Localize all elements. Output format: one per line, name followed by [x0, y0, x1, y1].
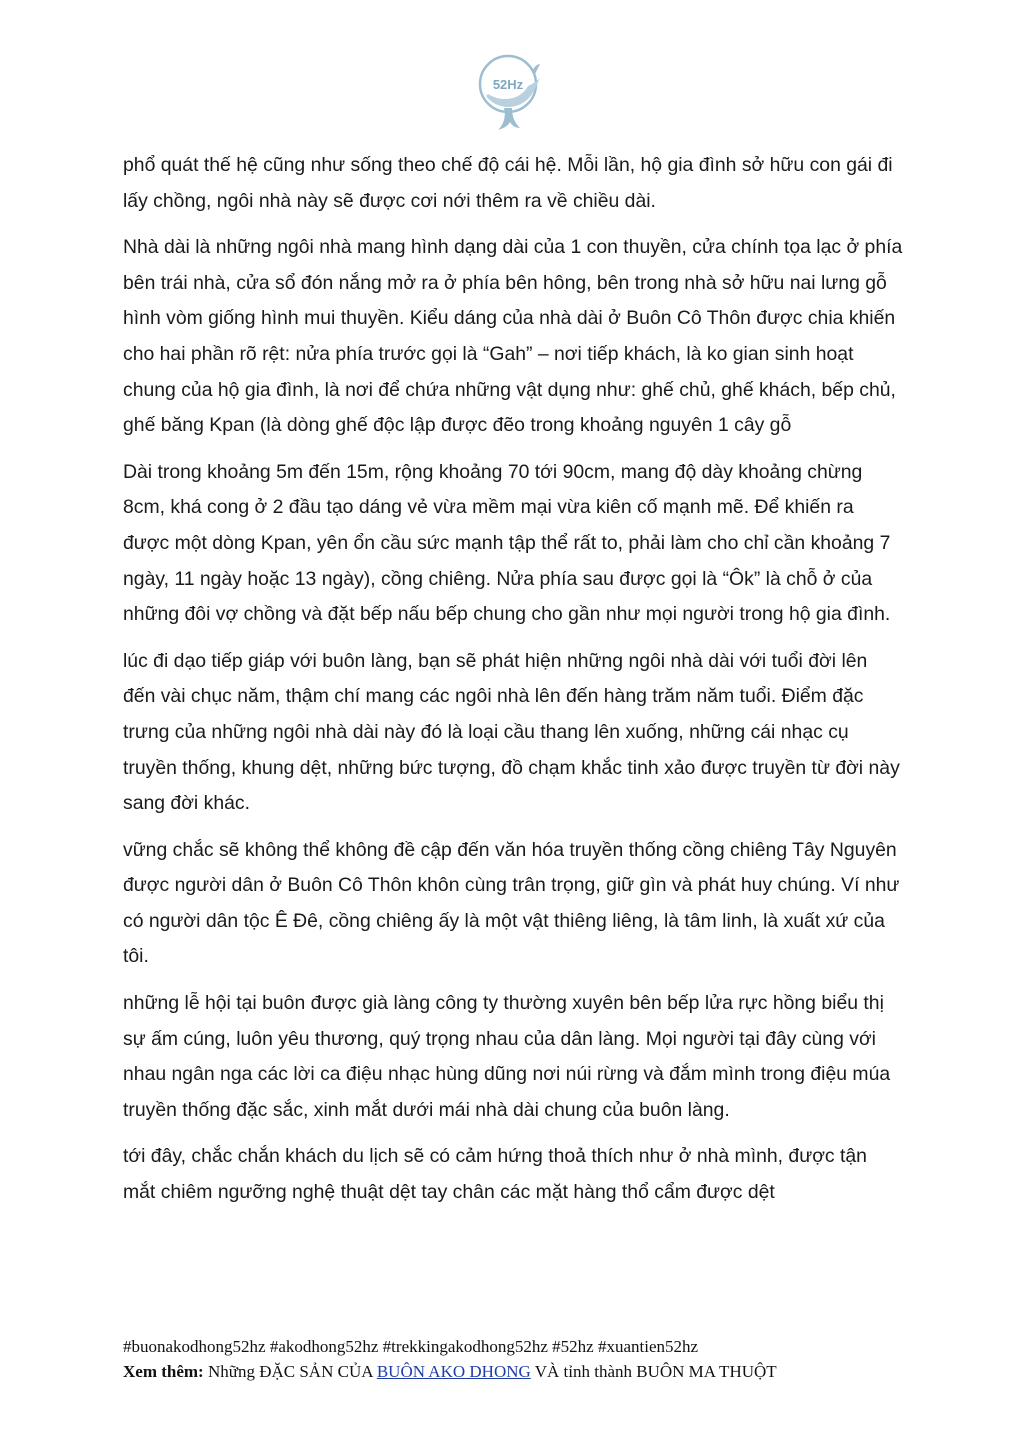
document-body: [123, 148, 903, 1222]
see-more-link[interactable]: BUÔN AKO DHONG: [376, 1362, 531, 1381]
see-more-label: Xem thêm:: [123, 1362, 204, 1381]
see-more-prefix: Những ĐẶC SẢN CỦA: [203, 1362, 377, 1381]
paragraph-3: Dài trong khoảng 5m đến 15m, rộng khoảng 70 tới 90cm, mang độ dày khoảng chừng 8cm, khá cong ở 2 đầu tạo dáng vẻ vừa mềm mại vừa kiên cố mạnh mẽ. Để khiến ra được một dòng Kpan, yên ổn cầu sức mạnh tập thể rất to, phải làm cho chỉ cần khoảng 7 ngày, 11 ngày hoặc 13 ngày), cồng chiêng. Nửa phía sau được gọi là “Ôk” là chỗ ở của những đôi vợ chồng và đặt bếp nấu bếp chung cho gần như mọi người trong hộ gia đình.: [123, 460, 891, 626]
paragraph-7: tới đây, chắc chắn khách du lịch sẽ có cảm hứng thoả thích như ở nhà mình, được tận mắt chiêm ngưỡng nghệ thuật dệt tay chân các mặt hàng thổ cẩm được dệt: [123, 1145, 867, 1204]
brand-logo: [474, 52, 546, 134]
paragraph-6: những lễ hội tại buôn được già làng công ty thường xuyên bên bếp lửa rực hồng biểu thị sự ấm cúng, luôn yêu thương, quý trọng nhau của dân làng. Mọi người tại đây cùng với nhau ngân nga các lời ca điệu nhạc hùng dũng nơi núi rừng và đắm mình trong điệu múa truyền thống đặc sắc, xinh mắt dưới mái nhà dài chung của buôn làng.: [123, 992, 891, 1121]
paragraph-1: phổ quát thế hệ cũng như sống theo chế độ cái hệ. Mỗi lần, hộ gia đình sở hữu con gái đi lấy chồng, ngôi nhà này sẽ được cơi nới thêm ra về chiều dài.: [123, 154, 893, 212]
logo-text: 52Hz: [492, 77, 524, 92]
footer-hashtags: #buonakodhong52hz #akodhong52hz #trekkingakodhong52hz #52hz #xuantien52hz: [123, 1337, 699, 1356]
see-more-suffix: VÀ tỉnh thành BUÔN MA THUỘT: [530, 1362, 777, 1381]
paragraph-4: lúc đi dạo tiếp giáp với buôn làng, bạn sẽ phát hiện những ngôi nhà dài với tuổi đời lên đến vài chục năm, thậm chí mang các ngôi nhà lên đến hàng trăm năm tuổi. Điểm đặc trưng của những ngôi nhà dài này đó là loại cầu thang lên xuống, những cái nhạc cụ truyền thống, khung dệt, những bức tượng, đồ chạm khắc tinh xảo được truyền từ đời này sang đời khác.: [123, 649, 900, 815]
paragraph-2: Nhà dài là những ngôi nhà mang hình dạng dài của 1 con thuyền, cửa chính tọa lạc ở phía bên trái nhà, cửa sổ đón nắng mở ra ở phía bên hông, bên trong nhà sở hữu nai lưng gỗ hình vòm giống hình mui thuyền. Kiểu dáng của nhà dài ở Buôn Cô Thôn được chia khiến cho hai phần rõ rệt: nửa phía trước gọi là “Gah” – nơi tiếp khách, là ko gian sinh hoạt chung của hộ gia đình, là nơi để chứa những vật dụng như: ghế chủ, ghế khách, bếp chủ, ghế băng Kpan (là dòng ghế độc lập được đẽo trong khoảng nguyên 1 cây gỗ: [123, 236, 903, 437]
page-footer: [123, 1334, 903, 1384]
whale-logo-icon: [474, 52, 546, 134]
footer-see-more: [123, 1359, 903, 1384]
paragraph-5: vững chắc sẽ không thể không đề cập đến văn hóa truyền thống cồng chiêng Tây Nguyên được người dân ở Buôn Cô Thôn khôn cùng trân trọng, giữ gìn và phát huy chúng. Ví như có người dân tộc Ê Đê, cồng chiêng ấy là một vật thiêng liêng, là tâm linh, là xuất xứ của tôi.: [123, 838, 900, 968]
